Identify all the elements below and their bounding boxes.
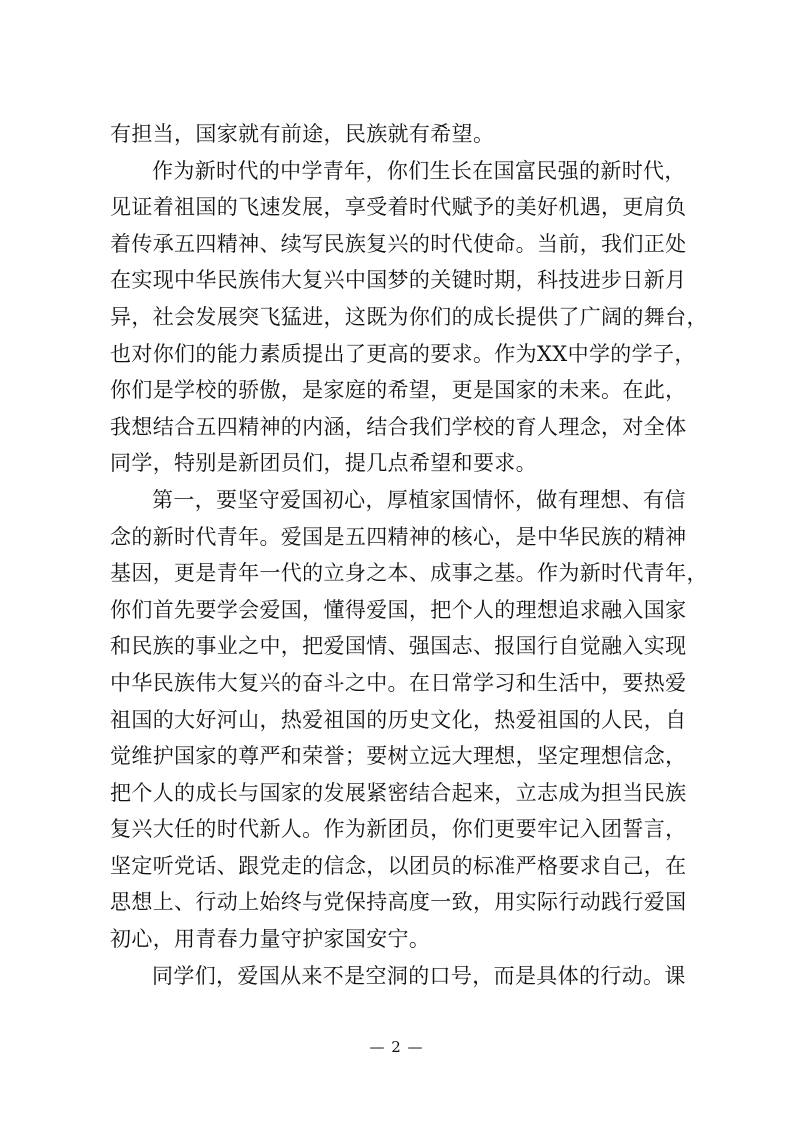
text-line: 你们是学校的骄傲，是家庭的希望，更是国家的未来。在此，: [110, 378, 687, 403]
text-line: 见证着祖国的飞速发展，享受着时代赋予的美好机遇，更肩负: [110, 195, 687, 220]
text-line: 也对你们的能力素质提出了更高的要求。作为XX中学的学子，: [110, 341, 696, 366]
text-line: 你们首先要学会爱国，懂得爱国，把个人的理想追求融入国家: [110, 597, 687, 622]
text-line: 异，社会发展突飞猛进，这既为你们的成长提供了广阔的舞台，: [110, 304, 708, 329]
text-line: 有担当，国家就有前途，民族就有希望。: [110, 122, 495, 146]
text-line: 把个人的成长与国家的发展紧密结合起来，立志成为担当民族: [110, 780, 687, 805]
text-line: 复兴大任的时代新人。作为新团员，你们更要牢记入团誓言，: [110, 817, 687, 842]
text-line: 同学们，爱国从来不是空洞的口号，而是具体的行动。课: [152, 963, 686, 988]
text-line: 坚定听党话、跟党走的信念，以团员的标准严格要求自己，在: [110, 853, 687, 878]
text-line: 中华民族伟大复兴的奋斗之中。在日常学习和生活中，要热爱: [110, 670, 687, 695]
page-number: — 2 —: [369, 1038, 424, 1056]
text-line: 觉维护国家的尊严和荣誉；要树立远大理想，坚定理想信念，: [110, 744, 687, 769]
text-line: 初心，用青春力量守护家国安宁。: [110, 927, 431, 952]
text-line: 作为新时代的中学青年，你们生长在国富民强的新时代，: [152, 158, 686, 183]
text-line: 祖国的大好河山，热爱祖国的历史文化，热爱祖国的人民，自: [110, 707, 687, 732]
body-text: [110, 116, 708, 994]
text-line: 第一，要坚守爱国初心，厚植家国情怀，做有理想、有信: [152, 487, 686, 512]
text-line: 我想结合五四精神的内涵，结合我们学校的育人理念，对全体: [110, 414, 687, 439]
text-line: 同学，特别是新团员们，提几点希望和要求。: [110, 451, 537, 476]
text-line: 着传承五四精神、续写民族复兴的时代使命。当前，我们正处: [110, 231, 687, 256]
text-line: 念的新时代青年。爱国是五四精神的核心，是中华民族的精神: [110, 524, 687, 549]
text-line: 思想上、行动上始终与党保持高度一致，用实际行动践行爱国: [110, 890, 687, 915]
text-line: 在实现中华民族伟大复兴中国梦的关键时期，科技进步日新月: [110, 268, 687, 293]
text-line: 基因，更是青年一代的立身之本、成事之基。作为新时代青年，: [110, 561, 708, 586]
text-line: 和民族的事业之中，把爱国情、强国志、报国行自觉融入实现: [110, 634, 687, 659]
